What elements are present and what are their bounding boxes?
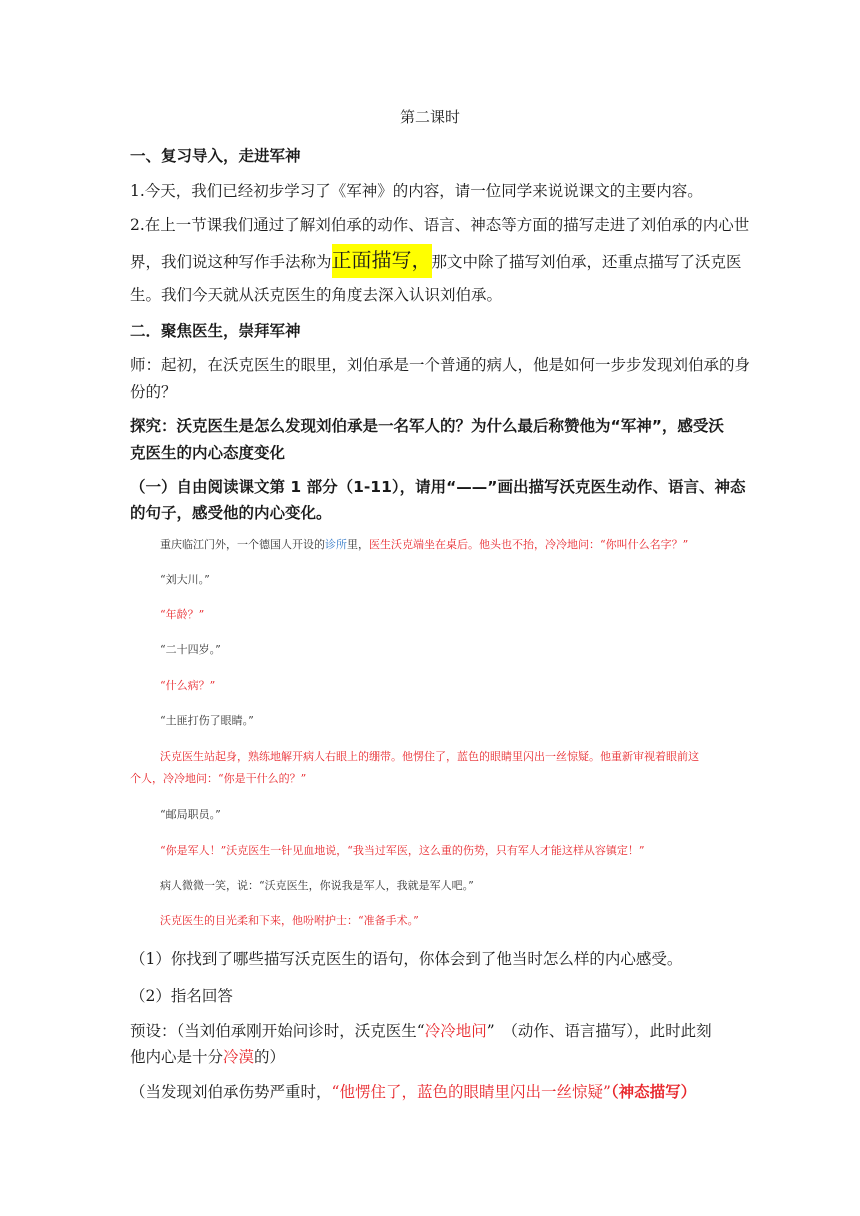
preset-red-phrase: 冷冷地问: [424, 1022, 487, 1040]
preset-line-2: [130, 1046, 285, 1068]
question-2: （2）指名回答: [130, 987, 233, 1005]
explore-line-1: 探究：沃克医生是怎么发现刘伯承是一名军人的？为什么最后称赞他为“军神”，感受沃: [130, 417, 724, 435]
quote-1-red-text: 医生沃克端坐在桌后。他头也不抬，冷冷地问：“你叫什么名字？”: [369, 538, 689, 551]
preset-line-3-red-quote: “他愣住了，蓝色的眼睛里闪出一丝惊疑”: [331, 1083, 611, 1101]
quote-4: “二十四岁。”: [160, 643, 221, 656]
quote-1-text: 重庆临江门外，一个德国人开设的: [160, 538, 325, 551]
preset-text-b: ” （动作、语言描写），此时此刻: [486, 1022, 712, 1040]
section-1-heading: 一、复习导入，走进军神: [130, 147, 301, 165]
explore-line-2: 克医生的内心态度变化: [130, 444, 286, 462]
page-title: 第二课时: [399, 108, 460, 126]
paragraph-2-line-1: 2.在上一节课我们通过了解刘伯承的动作、语言、神态等方面的描写走进了刘伯承的内心世: [130, 216, 750, 234]
paragraph-2-text-b: 那文中除了描写刘伯承，还重点描写了沃克医: [431, 253, 742, 271]
preset-line-2-text-b: 的）: [254, 1048, 286, 1066]
quote-10: 病人微微一笑，说：“沃克医生，你说我是军人，我就是军人吧。”: [160, 879, 474, 892]
quote-11: 沃克医生的目光柔和下来，他吩咐护士：“准备手术。”: [160, 914, 419, 927]
quote-1-blue-word: 诊所: [325, 538, 347, 551]
quote-7-line-2: 个人，冷冷地问：“你是干什么的？”: [130, 772, 307, 785]
quote-6: “土匪打伤了眼睛。”: [160, 714, 254, 727]
preset-text-a: 预设：（当刘伯承刚开始问诊时，沃克医生“: [130, 1022, 425, 1040]
preset-line-2-text-a: 他内心是十分: [130, 1048, 224, 1066]
quote-8: “邮局职员。”: [160, 808, 221, 821]
preset-red-word: 冷漠: [223, 1048, 255, 1066]
quote-7-line-1: 沃克医生站起身，熟练地解开病人右眼上的绷带。他愣住了，蓝色的眼睛里闪出一丝惊疑。他重新审视着眼前这: [160, 750, 699, 763]
paragraph-2-text-a: 界，我们说这种写作手法称为: [130, 253, 332, 271]
task-line-1: （一）自由阅读课文第 1 部分（1-11），请用“——”画出描写沃克医生动作、语言、神态: [130, 478, 746, 496]
preset-line-3: [130, 1081, 696, 1103]
highlighted-term: 正面描写，: [332, 244, 432, 278]
section-2-heading: 二．聚焦医生，崇拜军神: [130, 322, 301, 340]
preset-line-3-text-a: （当发现刘伯承伤势严重时，: [130, 1083, 332, 1101]
quote-3: “年龄？”: [160, 608, 205, 621]
quote-9: “你是军人！”沃克医生一针见血地说，“我当过军医，这么重的伤势，只有军人才能这样从容镇定！”: [160, 844, 645, 857]
preset-line-3-bold-label: （神态描写）: [610, 1083, 697, 1101]
quote-1: [160, 537, 688, 553]
task-line-2: 的句子，感受他的内心变化。: [130, 504, 332, 522]
teacher-line-1: 师：起初，在沃克医生的眼里，刘伯承是一个普通的病人，他是如何一步步发现刘伯承的身: [130, 356, 751, 374]
paragraph-2-line-3: 生。我们今天就从沃克医生的角度去深入认识刘伯承。: [130, 286, 503, 304]
quote-5: “什么病？”: [160, 679, 216, 692]
quote-2: “刘大川。”: [160, 573, 210, 586]
preset-line-1: [130, 1020, 712, 1042]
paragraph-1: 1.今天，我们已经初步学习了《军神》的内容，请一位同学来说说课文的主要内容。: [130, 182, 703, 200]
question-1: （1）你找到了哪些描写沃克医生的语句，你体会到了他当时怎么样的内心感受。: [130, 950, 683, 968]
quote-1-text-b: 里，: [347, 538, 369, 551]
paragraph-2-line-2: [130, 249, 742, 273]
teacher-line-2: 份的？: [130, 383, 177, 401]
